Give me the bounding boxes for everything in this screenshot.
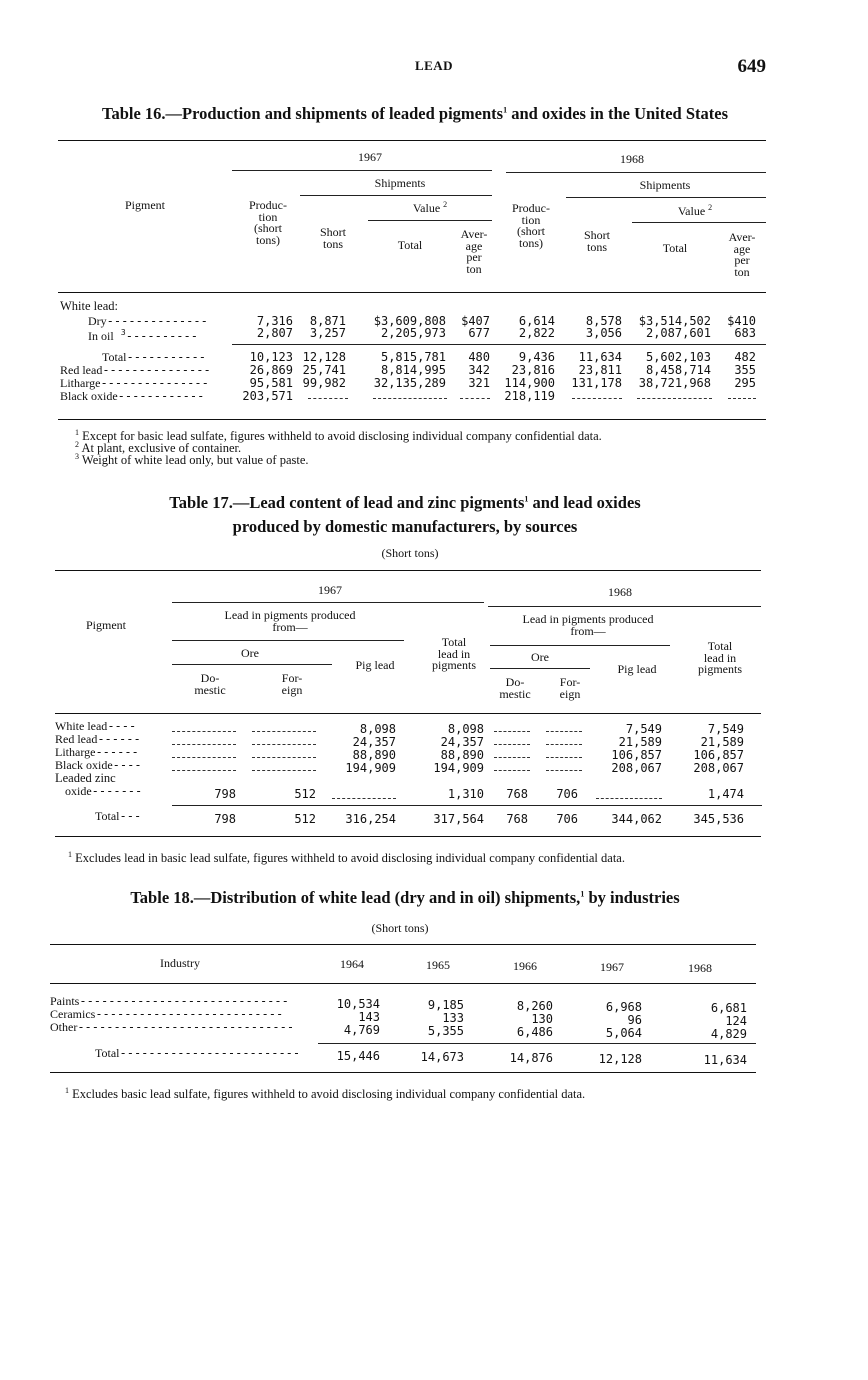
t16-cell-a67: 342 <box>468 363 490 377</box>
t17-empty-d68 <box>494 731 530 732</box>
t18-cell: 9,185 <box>427 998 464 1012</box>
t18-units: (Short tons) <box>371 921 429 935</box>
t16-cell-s67: 3,257 <box>309 326 346 340</box>
t18-cell: 6,968 <box>605 1000 642 1014</box>
t17-cell-f67: 512 <box>294 787 316 801</box>
t17-ore-1968: Ore <box>531 650 549 664</box>
t16-value-1968: Value $^2$ <box>677 203 713 218</box>
t17-footnote: $^1$ Excludes lead in basic lead sulfate, figures withheld to avoid disclosing individual company confidential data. <box>68 849 625 865</box>
running-head: LEAD <box>414 58 454 73</box>
t17-lead-in-pigments-1968: Lead in pigments produced from— <box>522 612 654 638</box>
t18-total-cell: 12,128 <box>598 1052 642 1066</box>
t17-empty-f68 <box>546 757 582 758</box>
t17-pig-lead-1967: Pig lead <box>355 658 395 672</box>
t18-cell: 4,769 <box>343 1023 380 1037</box>
t17-cell-pig68: 21,589 <box>618 735 662 749</box>
t18-cell: 133 <box>442 1011 464 1025</box>
table18-title: Table 18.—Distribution of white lead (dry and in oil) shipments,$^1$ by industries <box>130 888 680 907</box>
t16-cell-p67: 203,571 <box>242 389 293 403</box>
t17-total-lead-1968: Total lead in pigments <box>698 639 742 676</box>
t18-year-header: 1966 <box>513 959 537 973</box>
t16-cell-t68: 8,458,714 <box>645 363 711 377</box>
t16-cell-s67: 99,982 <box>302 376 346 390</box>
t16-cell-p68: 2,822 <box>518 326 555 340</box>
t18-total-cell: 15,446 <box>336 1049 380 1063</box>
t17-cell-d68: 768 <box>506 787 528 801</box>
t17-row-label: Red lead------ <box>55 732 141 746</box>
t16-cell-a68: 295 <box>734 376 756 390</box>
t17-empty-f67 <box>252 770 316 771</box>
t16-row-label: In oil $^3$---------- <box>88 328 198 343</box>
t16-row-label: Total----------- <box>102 350 206 364</box>
t17-lead-in-pigments-1967: Lead in pigments produced from— <box>224 608 356 634</box>
t17-total-d67: 798 <box>214 812 236 826</box>
t16-cell-p68: 114,900 <box>504 376 555 390</box>
t17-empty-f67 <box>252 757 316 758</box>
t17-total-tot67: 317,564 <box>433 812 484 826</box>
t16-empty-s67 <box>308 398 348 399</box>
t18-industry-header: Industry <box>160 956 200 970</box>
t16-cell-a68: 683 <box>734 326 756 340</box>
t16-cell-s67: 8,871 <box>309 314 346 328</box>
t18-cell: 5,355 <box>427 1024 464 1038</box>
t17-empty-d67 <box>172 744 236 745</box>
t17-empty-d68 <box>494 770 530 771</box>
t17-total-f68: 706 <box>556 812 578 826</box>
t16-cell-t67: 5,815,781 <box>380 350 446 364</box>
t17-cell-pig67: 88,890 <box>352 748 396 762</box>
t17-cell-pig67: 8,098 <box>359 722 396 736</box>
t16-group-white-lead: White lead: <box>60 299 118 313</box>
t16-footnote: $^2$ At plant, exclusive of container. <box>75 439 242 455</box>
t16-cell-s67: 12,128 <box>302 350 346 364</box>
t17-foreign-1967: For- eign <box>281 671 303 697</box>
t17-foreign-1968: For- eign <box>559 675 581 701</box>
t17-empty-f68 <box>546 770 582 771</box>
t16-cell-p67: 7,316 <box>256 314 293 328</box>
t17-cell-tot67: 194,909 <box>433 761 484 775</box>
t16-empty-a67 <box>460 398 490 399</box>
t16-cell-t68: 2,087,601 <box>645 326 711 340</box>
t18-cell: 124 <box>725 1014 747 1028</box>
t16-short-tons-1967: Short tons <box>319 225 346 251</box>
t18-cell: 4,829 <box>710 1027 747 1041</box>
t18-total-cell: 14,673 <box>420 1050 464 1064</box>
t18-cell: 6,486 <box>516 1025 553 1039</box>
t18-year-header: 1965 <box>426 958 450 972</box>
t17-year-1967: 1967 <box>318 583 342 597</box>
t16-empty-a68 <box>728 398 756 399</box>
t17-cell-tot67: 24,357 <box>440 735 484 749</box>
t17-year-1968: 1968 <box>608 585 632 599</box>
t18-total-cell: 11,634 <box>703 1053 747 1067</box>
t16-cell-a67: 480 <box>468 350 490 364</box>
t17-empty-pig68 <box>596 798 662 799</box>
t18-total-cell: 14,876 <box>509 1051 553 1065</box>
t18-row-label: Other------------------------------ <box>50 1020 295 1034</box>
t17-total-pig68: 344,062 <box>611 812 662 826</box>
t17-total-tot68: 345,536 <box>693 812 744 826</box>
t16-cell-t68: 38,721,968 <box>638 376 711 390</box>
t16-cell-p67: 2,807 <box>256 326 293 340</box>
t16-row-label: Litharge--------------- <box>60 376 209 390</box>
t17-pigment-header: Pigment <box>85 618 126 632</box>
t16-cell-s68: 11,634 <box>578 350 622 364</box>
t17-empty-f67 <box>252 744 316 745</box>
t18-row-label: Ceramics-------------------------- <box>50 1007 284 1021</box>
t17-domestic-1968: Do- mestic <box>499 675 531 701</box>
t17-empty-f68 <box>546 744 582 745</box>
t17-empty-d68 <box>494 744 530 745</box>
t16-cell-a67: 677 <box>468 326 490 340</box>
t16-footnote: $^1$ Except for basic lead sulfate, figures withheld to avoid disclosing individual company confidential data. <box>75 427 602 443</box>
t17-units: (Short tons) <box>381 546 439 560</box>
t16-average-1967: Aver- age per ton <box>460 227 488 276</box>
t16-cell-p67: 95,581 <box>249 376 293 390</box>
t17-row-label: oxide------- <box>65 784 143 798</box>
t17-cell-tot68: 21,589 <box>700 735 744 749</box>
t17-total-pig67: 316,254 <box>345 812 396 826</box>
t16-row-label: Red lead--------------- <box>60 363 211 377</box>
t16-short-tons-1968: Short tons <box>583 228 610 254</box>
t17-cell-f68: 706 <box>556 787 578 801</box>
t16-cell-p67: 10,123 <box>249 350 293 364</box>
t16-cell-s68: 8,578 <box>585 314 622 328</box>
t17-cell-d67: 798 <box>214 787 236 801</box>
t17-empty-d67 <box>172 757 236 758</box>
t17-cell-tot68: 7,549 <box>707 722 744 736</box>
t17-cell-tot68: 208,067 <box>693 761 744 775</box>
t18-cell: 96 <box>627 1013 642 1027</box>
t17-cell-pig67: 24,357 <box>352 735 396 749</box>
t16-cell-p68: 9,436 <box>518 350 555 364</box>
t16-row-label: Black oxide------------ <box>60 389 205 403</box>
t16-empty-s68 <box>572 398 622 399</box>
t17-row-label: White lead---- <box>55 719 137 733</box>
t17-total-f67: 512 <box>294 812 316 826</box>
t16-cell-t68: 5,602,103 <box>645 350 711 364</box>
t17-cell-pig68: 7,549 <box>625 722 662 736</box>
t18-total-label: Total------------------------- <box>95 1046 301 1060</box>
t17-empty-f67 <box>252 731 316 732</box>
t18-cell: 10,534 <box>336 997 380 1011</box>
t17-total-lead-1967: Total lead in pigments <box>432 635 476 672</box>
t17-cell-pig68: 208,067 <box>611 761 662 775</box>
t16-shipments-1968: Shipments <box>639 178 691 192</box>
t17-cell-pig68: 106,857 <box>611 748 662 762</box>
t16-cell-t68: $3,514,502 <box>638 314 711 328</box>
t16-pigment-header: Pigment <box>124 198 165 212</box>
t17-cell-tot67: 1,310 <box>447 787 484 801</box>
t17-cell-tot67: 88,890 <box>440 748 484 762</box>
t16-empty-t68 <box>637 398 712 399</box>
t16-cell-a68: 482 <box>734 350 756 364</box>
t16-cell-p68: 23,816 <box>511 363 555 377</box>
t16-year-1967: 1967 <box>358 150 382 164</box>
t16-cell-s67: 25,741 <box>302 363 346 377</box>
t16-cell-s68: 3,056 <box>585 326 622 340</box>
t16-production-1967: Produc- tion (short tons) <box>249 198 287 247</box>
t16-production-1968: Produc- tion (short tons) <box>512 201 550 250</box>
t17-total-label: Total--- <box>95 809 142 823</box>
t17-cell-tot68: 1,474 <box>707 787 744 801</box>
t17-cell-tot68: 106,857 <box>693 748 744 762</box>
page-number: 649 <box>737 56 766 77</box>
t17-cell-pig67: 194,909 <box>345 761 396 775</box>
t16-year-1968: 1968 <box>620 152 644 166</box>
t18-year-header: 1968 <box>688 961 712 975</box>
t17-row-label: Black oxide---- <box>55 758 142 772</box>
t17-ore-1967: Ore <box>241 646 259 660</box>
t16-shipments-1967: Shipments <box>374 176 426 190</box>
t17-empty-pig67 <box>332 798 396 799</box>
t16-empty-t67 <box>373 398 447 399</box>
t16-value-1967: Value $^2$ <box>412 200 448 215</box>
t16-cell-p68: 6,614 <box>518 314 555 328</box>
t17-row-label: Litharge------ <box>55 745 139 759</box>
t16-cell-a68: 355 <box>734 363 756 377</box>
t16-total-1967: Total <box>397 238 423 252</box>
t16-cell-t67: 8,814,995 <box>380 363 446 377</box>
t17-pig-lead-1968: Pig lead <box>617 662 657 676</box>
t18-footnote: $^1$ Excludes basic lead sulfate, figures withheld to avoid disclosing individual company confidential data. <box>65 1085 586 1101</box>
t17-row-label-leaded-zinc: Leaded zinc <box>55 771 116 785</box>
table17-title: Table 17.—Lead content of lead and zinc pigments$^1$ and lead oxides produced by domestic manufacturers, by sources <box>169 493 641 536</box>
t16-row-label: Dry-------------- <box>88 314 208 328</box>
t17-empty-d67 <box>172 731 236 732</box>
t16-cell-s68: 23,811 <box>578 363 622 377</box>
t16-total-1968: Total <box>662 241 688 255</box>
t18-year-header: 1967 <box>600 960 624 974</box>
t18-year-header: 1964 <box>340 957 364 971</box>
t18-row-label: Paints----------------------------- <box>50 994 289 1008</box>
t16-cell-t67: 2,205,973 <box>380 326 446 340</box>
t17-cell-tot67: 8,098 <box>447 722 484 736</box>
t16-cell-p68: 218,119 <box>504 389 555 403</box>
t17-empty-d68 <box>494 757 530 758</box>
t16-footnote: $^3$ Weight of white lead only, but value of paste. <box>75 451 309 467</box>
t16-cell-a67: $407 <box>461 314 490 328</box>
t18-cell: 6,681 <box>710 1001 747 1015</box>
t17-total-d68: 768 <box>506 812 528 826</box>
t17-domestic-1967: Do- mestic <box>194 671 226 697</box>
t16-cell-p67: 26,869 <box>249 363 293 377</box>
t17-empty-f68 <box>546 731 582 732</box>
t18-cell: 8,260 <box>516 999 553 1013</box>
t16-cell-a67: 321 <box>468 376 490 390</box>
t18-cell: 130 <box>531 1012 553 1026</box>
t16-average-1968: Aver- age per ton <box>728 230 756 279</box>
t16-cell-t67: 32,135,289 <box>373 376 446 390</box>
t17-empty-d67 <box>172 770 236 771</box>
t16-cell-t67: $3,609,808 <box>373 314 446 328</box>
t18-cell: 143 <box>358 1010 380 1024</box>
table16-title: Table 16.—Production and shipments of leaded pigments$^1$ and oxides in the United States <box>101 104 729 123</box>
t16-cell-s68: 131,178 <box>571 376 622 390</box>
t16-cell-a68: $410 <box>727 314 756 328</box>
t18-cell: 5,064 <box>605 1026 642 1040</box>
